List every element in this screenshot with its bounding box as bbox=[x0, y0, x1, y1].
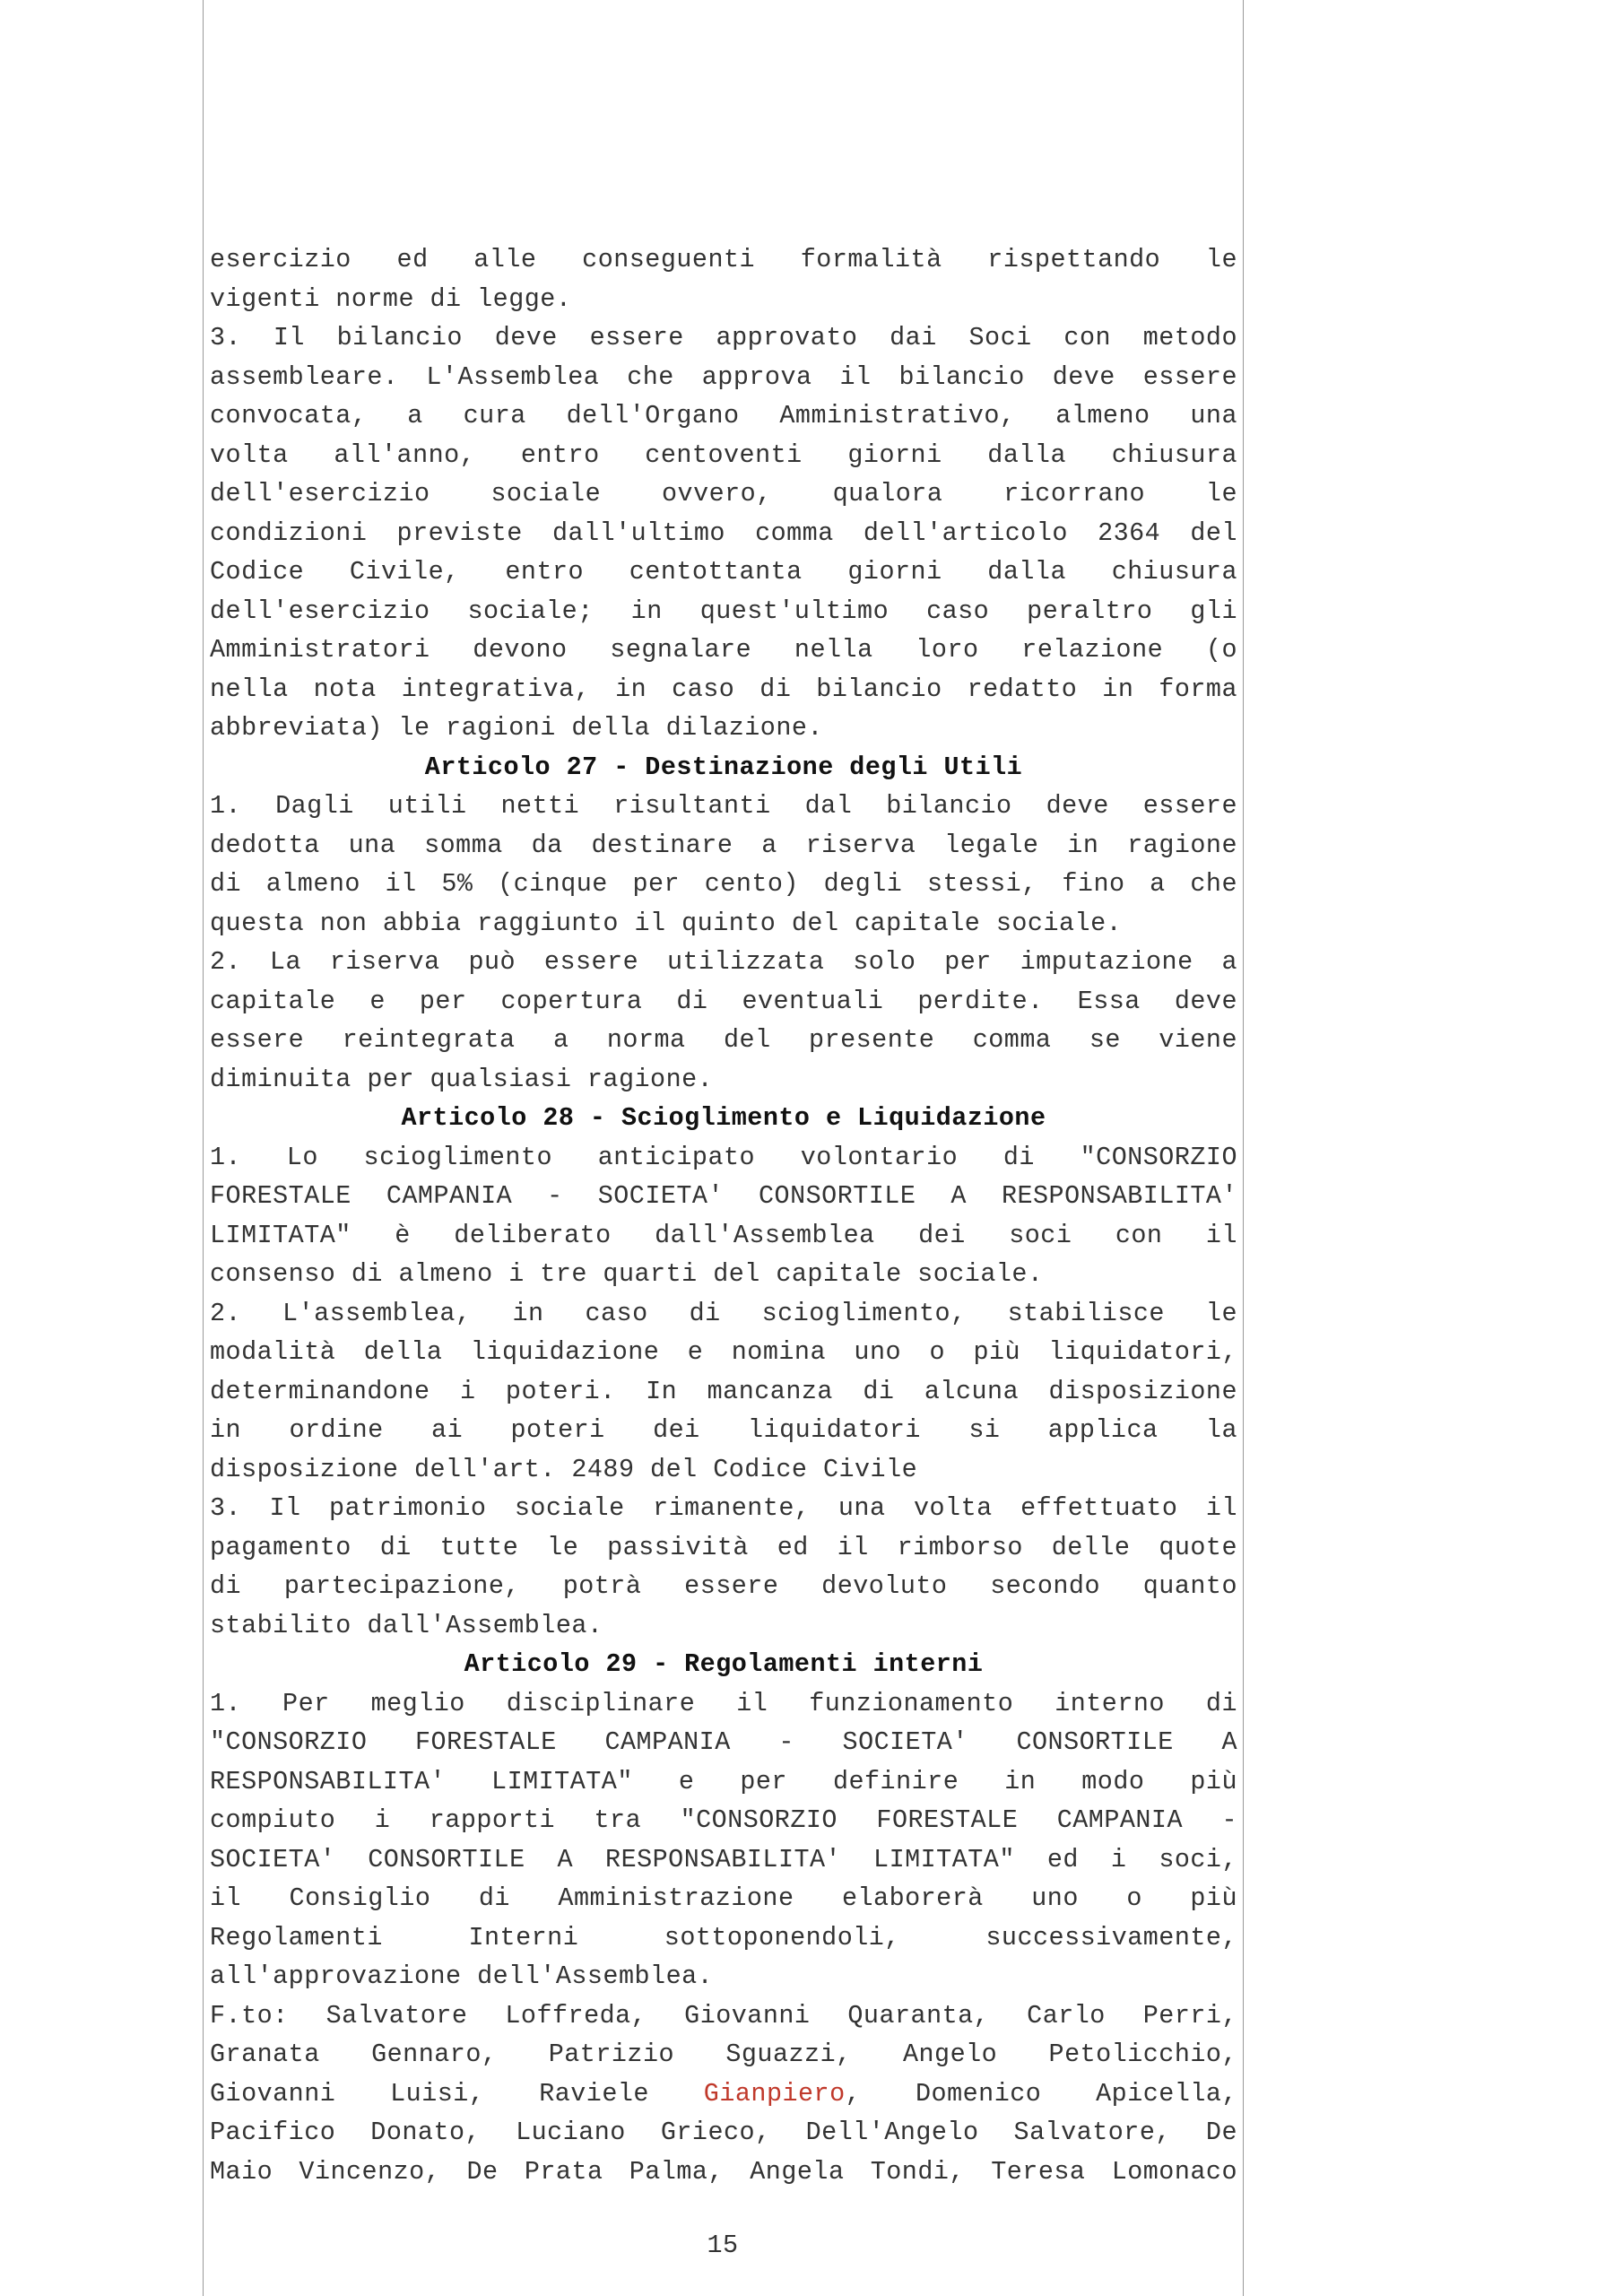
text-line: essere reintegrata a norma del presente comma se viene bbox=[210, 1025, 1237, 1055]
signatory-text: , Domenico Apicella, bbox=[845, 2078, 1237, 2109]
signatories-line: Granata Gennaro, Patrizio Sguazzi, Angelo Petolicchio, bbox=[210, 2039, 1237, 2069]
text-line: disposizione dell'art. 2489 del Codice Civile bbox=[210, 1454, 918, 1484]
text-line: 1. Per meglio disciplinare il funzionamento interno di bbox=[210, 1688, 1237, 1718]
signatory-text: Giovanni Luisi, Raviele bbox=[210, 2078, 704, 2109]
text-line: assembleare. L'Assemblea che approva il bilancio deve essere bbox=[210, 361, 1237, 392]
text-line: stabilito dall'Assemblea. bbox=[210, 1610, 603, 1640]
text-line: nella nota integrativa, in caso di bilancio redatto in forma bbox=[210, 674, 1237, 704]
text-line: 1. Lo scioglimento anticipato volontario di "CONSORZIO bbox=[210, 1142, 1237, 1172]
text-line: dell'esercizio sociale ovvero, qualora ricorrano le bbox=[210, 479, 1237, 509]
article-28-heading: Articolo 28 - Scioglimento e Liquidazione bbox=[401, 1103, 1046, 1133]
text-line: FORESTALE CAMPANIA - SOCIETA' CONSORTILE A RESPONSABILITA' bbox=[210, 1181, 1237, 1211]
text-line: SOCIETA' CONSORTILE A RESPONSABILITA' LIMITATA" ed i soci, bbox=[210, 1844, 1237, 1874]
text-line: dell'esercizio sociale; in quest'ultimo caso peraltro gli bbox=[210, 596, 1237, 626]
article-27-heading: Articolo 27 - Destinazione degli Utili bbox=[424, 752, 1023, 782]
text-line: 3. Il bilancio deve essere approvato dai Soci con metodo bbox=[210, 323, 1237, 352]
text-line: "CONSORZIO FORESTALE CAMPANIA - SOCIETA' CONSORTILE A bbox=[210, 1727, 1237, 1757]
text-line: determinandone i poteri. In mancanza di alcuna disposizione bbox=[210, 1376, 1237, 1406]
left-margin-line bbox=[203, 0, 204, 2296]
text-line: RESPONSABILITA' LIMITATA" e per definire in modo più bbox=[210, 1766, 1237, 1796]
document-body bbox=[210, 240, 1237, 2191]
text-line: condizioni previste dall'ultimo comma dell'articolo 2364 del bbox=[210, 517, 1237, 548]
text-line: 2. L'assemblea, in caso di scioglimento, stabilisce le bbox=[210, 1298, 1237, 1328]
highlighted-name: Gianpiero bbox=[703, 2078, 846, 2109]
text-line: di almeno il 5% (cinque per cento) degli stessi, fino a che bbox=[210, 869, 1237, 899]
text-line: volta all'anno, entro centoventi giorni dalla chiusura bbox=[210, 439, 1237, 470]
text-line: 3. Il patrimonio sociale rimanente, una volta effettuato il bbox=[210, 1493, 1237, 1523]
text-line: in ordine ai poteri dei liquidatori si applica la bbox=[210, 1415, 1237, 1445]
right-margin-line bbox=[1243, 0, 1244, 2296]
signatories-line: Maio Vincenzo, De Prata Palma, Angela Tondi, Teresa Lomonaco bbox=[210, 2156, 1237, 2187]
signatories-line bbox=[210, 2074, 1237, 2114]
text-line: abbreviata) le ragioni della dilazione. bbox=[210, 713, 823, 743]
text-line: consenso di almeno i tre quarti del capitale sociale. bbox=[210, 1259, 1044, 1289]
article-29-heading: Articolo 29 - Regolamenti interni bbox=[464, 1649, 984, 1679]
text-line: 1. Dagli utili netti risultanti dal bilancio deve essere bbox=[210, 791, 1237, 821]
text-line: compiuto i rapporti tra "CONSORZIO FORESTALE CAMPANIA - bbox=[210, 1805, 1237, 1835]
text-line: Regolamenti Interni sottoponendoli, successivamente, bbox=[210, 1922, 1237, 1952]
text-line: all'approvazione dell'Assemblea. bbox=[210, 1961, 714, 1991]
text-line: questa non abbia raggiunto il quinto del capitale sociale. bbox=[210, 908, 1123, 938]
text-line: Codice Civile, entro centottanta giorni dalla chiusura bbox=[210, 557, 1237, 587]
text-line: il Consiglio di Amministrazione elaborerà uno o più bbox=[210, 1883, 1237, 1913]
text-line: capitale e per copertura di eventuali perdite. Essa deve bbox=[210, 986, 1237, 1016]
text-line: dedotta una somma da destinare a riserva legale in ragione bbox=[210, 830, 1237, 860]
page-number: 15 bbox=[707, 2231, 739, 2260]
text-line: convocata, a cura dell'Organo Amministrativo, almeno una bbox=[210, 401, 1237, 430]
text-line: diminuita per qualsiasi ragione. bbox=[210, 1064, 714, 1094]
text-line: di partecipazione, potrà essere devoluto secondo quanto bbox=[210, 1571, 1237, 1601]
text-line: pagamento di tutte le passività ed il rimborso delle quote bbox=[210, 1532, 1237, 1562]
text-line: esercizio ed alle conseguenti formalità rispettando le bbox=[210, 245, 1237, 274]
signatories-line: F.to: Salvatore Loffreda, Giovanni Quaranta, Carlo Perri, bbox=[210, 2000, 1237, 2031]
signatories-line: Pacifico Donato, Luciano Grieco, Dell'Angelo Salvatore, De bbox=[210, 2118, 1237, 2147]
text-line: vigenti norme di legge. bbox=[210, 283, 572, 314]
text-line: 2. La riserva può essere utilizzata solo per imputazione a bbox=[210, 947, 1237, 977]
text-line: Amministratori devono segnalare nella loro relazione (o bbox=[210, 635, 1237, 665]
text-line: modalità della liquidazione e nomina uno o più liquidatori, bbox=[210, 1337, 1237, 1367]
text-line: LIMITATA" è deliberato dall'Assemblea dei soci con il bbox=[210, 1220, 1237, 1250]
